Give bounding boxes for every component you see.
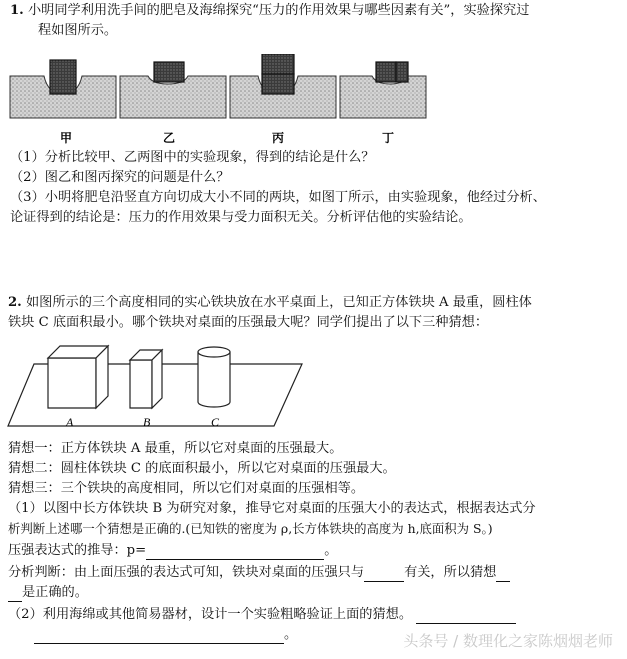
derivation-end: 。	[324, 543, 338, 558]
part2-text: （2）利用海绵或其他简易器材，设计一个实验粗略验证上面的猜想。	[8, 607, 413, 622]
analysis-text-a: 分析判断：由上面压强的表达式可知，铁块对桌面的压强只与	[8, 565, 365, 580]
derivation-answer-blank[interactable]	[146, 546, 324, 560]
label-c: C	[211, 415, 220, 429]
label-b: B	[143, 415, 151, 429]
q2-intro-line2: 铁块 C 底面积最小。哪个铁块对桌面的压强最大呢？同学们提出了以下三种猜想：	[8, 315, 489, 330]
sponge-jia	[10, 60, 116, 118]
q1-sub3-line2: 论证得到的结论是：压力的作用效果与受力面积无关。分析评估他的实验结论。	[10, 210, 472, 225]
analysis-text-b: 有关，所以猜想	[404, 565, 497, 580]
part2-blank-2[interactable]	[34, 630, 284, 644]
q1-intro-line2: 程如图所示。	[38, 23, 118, 38]
q2-guess2: 猜想二：圆柱体铁块 C 的底面积最小，所以它对桌面的压强最大。	[8, 461, 396, 476]
q1-sub3-line1: （3）小明将肥皂沿竖直方向切成大小不同的两块，如图丁所示，由实验现象，他经过分析、	[10, 190, 546, 205]
label-jia: 甲	[59, 131, 73, 145]
q2-guess3: 猜想三：三个铁块的高度相同，所以它们对桌面的压强相等。	[8, 481, 365, 496]
sponge-ding	[340, 62, 426, 118]
analysis-text-c: 是正确的。	[22, 585, 88, 600]
q2-derivation	[8, 542, 337, 560]
block-a	[48, 346, 108, 408]
watermark: 头条号 / 数理化之家陈烟烟老师	[403, 632, 613, 650]
q2-intro-text: 如图所示的三个高度相同的实心铁块放在水平桌面上，已知正方体铁块 A 最重，圆柱体	[25, 295, 532, 310]
q1-number: 1.	[10, 3, 24, 18]
q1-sponge-figure	[8, 54, 428, 146]
label-bing: 丙	[271, 131, 285, 145]
q1-sub1: （1）分析比较甲、乙两图中的实验现象，得到的结论是什么？	[10, 150, 375, 165]
label-ding: 丁	[381, 131, 395, 145]
q2-iron-blocks-figure	[6, 334, 306, 430]
label-a: A	[66, 415, 74, 429]
part2-blank-1[interactable]	[416, 610, 516, 624]
label-yi: 乙	[162, 131, 176, 145]
q2-part1-line1: （1）以图中长方体铁块 B 为研究对象，推导它对桌面的压强大小的表达式，根据表达式分	[8, 501, 536, 516]
analysis-blank-guess-cont[interactable]	[8, 588, 22, 602]
q2-part2-line2	[34, 626, 297, 644]
sponge-yi	[120, 62, 226, 118]
q2-intro-line1	[8, 294, 532, 312]
q2-analysis-line2	[8, 584, 88, 602]
part2-end: 。	[284, 627, 298, 642]
q1-sub2: （2）图乙和图丙探究的问题是什么？	[10, 170, 230, 185]
q1-intro-line1	[10, 2, 529, 20]
analysis-blank-guess[interactable]	[496, 568, 510, 582]
q2-part2-line	[8, 606, 516, 624]
q1-intro-text: 小明同学利用洗手间的肥皂及海绵探究“压力的作用效果与哪些因素有关”，实验探究过	[27, 3, 530, 18]
analysis-blank-factor[interactable]	[364, 568, 404, 582]
q2-analysis-line	[8, 564, 510, 582]
block-b	[130, 350, 162, 408]
sponge-bing	[230, 54, 336, 118]
q2-guess1: 猜想一：正方体铁块 A 最重，所以它对桌面的压强最大。	[8, 441, 343, 456]
block-c	[198, 347, 230, 407]
q2-number: 2.	[8, 295, 22, 310]
q2-part1-line2: 析判断上述哪一个猜想是正确的.(已知铁的密度为 ρ,长方体铁块的高度为 h,底面积为 S。)	[8, 521, 493, 536]
derivation-label: 压强表达式的推导：p=	[8, 543, 147, 558]
